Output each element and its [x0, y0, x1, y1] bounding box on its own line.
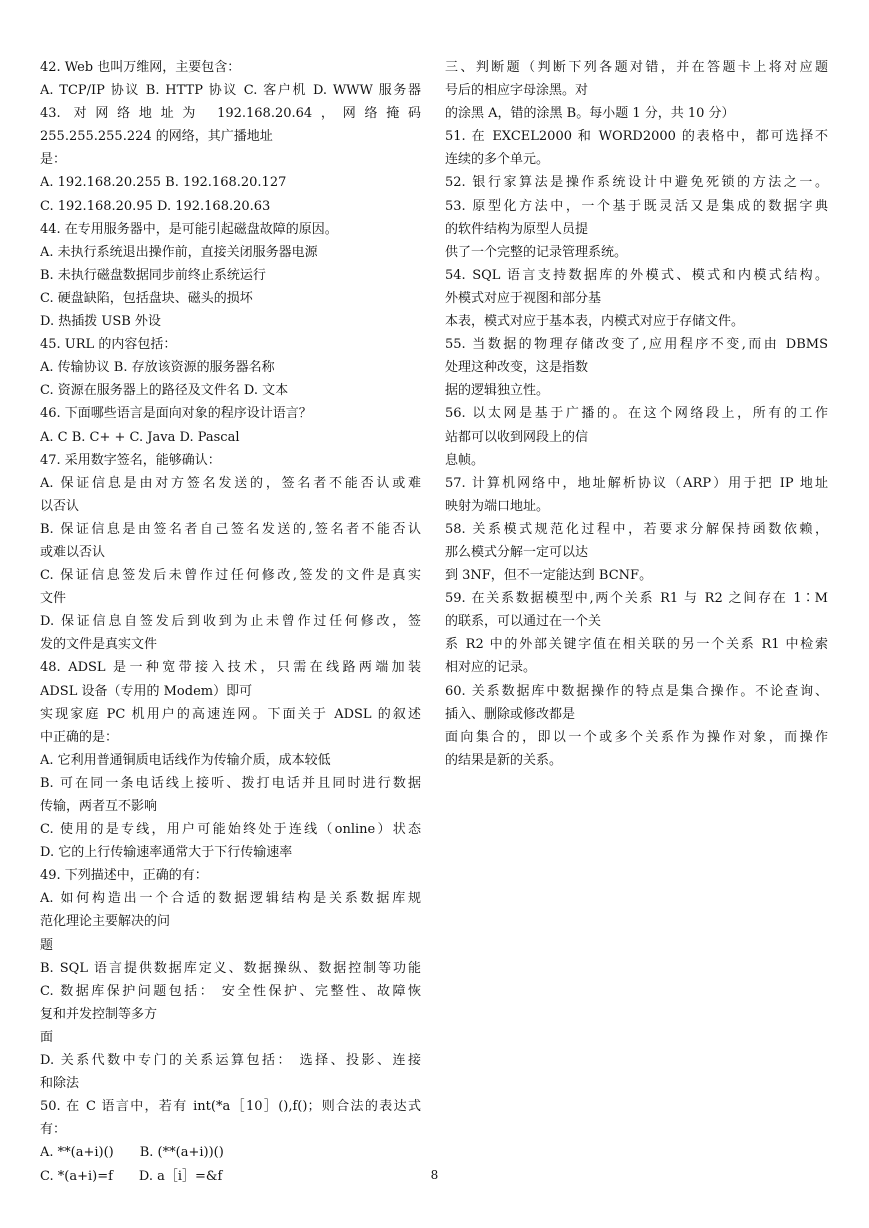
text-line: 传输，两者互不影响 — [40, 799, 158, 814]
text-line: B. SQL 语言提供数据库定义、数据操纵、数据控制等功能 — [40, 960, 421, 976]
text-line: C. 192.168.20.95 D. 192.168.20.63 — [40, 198, 271, 214]
text-line: D. 保证信息自签发后到收到为止未曾作过任何修改，签 — [40, 614, 421, 630]
text-line: A. **(a+i)() B. (**(a+i))() — [40, 1145, 224, 1161]
text-line: 255.255.255.224 的网络，其广播地址 — [40, 129, 273, 145]
text-line: C. *(a+i)=f D. a［i］=&f — [40, 1168, 223, 1184]
text-line: 的结果是新的关系。 — [445, 752, 563, 768]
text-line: 面向集合的，即以一个或多个关系作为操作对象，而操作 — [445, 729, 828, 745]
text-line: 46. 下面哪些语言是面向对象的程序设计语言？ — [40, 406, 312, 422]
text-line: 处理这种改变，这是指数 — [445, 360, 589, 376]
text-line: 系 R2 中的外部关键字值在相关联的另一个关系 R1 中检索 — [445, 637, 828, 653]
text-line: 58. 关系模式规范化过程中，若要求分解保持函数依赖， — [445, 521, 828, 537]
text-line: 47. 采用数字签名，能够确认： — [40, 452, 221, 468]
text-line: 59. 在关系数据模型中,两个关系 R1 与 R2 之间存在 1∶M — [445, 591, 828, 607]
text-line: C. 保证信息签发后未曾作过任何修改,签发的文件是真实 — [40, 568, 421, 584]
text-line: 映射为端口地址。 — [445, 498, 550, 514]
right-column — [445, 56, 828, 772]
page-number: 8 — [430, 1168, 439, 1182]
text-line: 相对应的记录。 — [445, 660, 537, 676]
text-line: A. 传输协议 B. 存放该资源的服务器名称 — [40, 360, 275, 376]
text-line: 52. 银行家算法是操作系统设计中避免死锁的方法之一。 — [445, 175, 828, 191]
left-column — [40, 56, 421, 1188]
text-line: A. C B. C+ + C. Java D. Pascal — [40, 429, 240, 445]
text-line: 48. ADSL 是一种宽带接入技术，只需在线路两端加装 — [40, 660, 421, 676]
text-line: 发的文件是真实文件 — [40, 637, 158, 653]
text-line: D. 热插拨 USB 外设 — [40, 314, 161, 330]
text-line: C. 资源在服务器上的路径及文件名 D. 文本 — [40, 383, 289, 399]
text-line: B. 未执行磁盘数据同步前终止系统运行 — [40, 267, 266, 283]
text-line: 57. 计算机网络中，地址解析协议（ARP）用于把 IP 地址 — [445, 475, 828, 491]
text-line: 50. 在 C 语言中，若有 int(*a［10］(),f()；则合法的表达式 — [40, 1099, 421, 1115]
text-line: A. 如何构造出一个合适的数据逻辑结构是关系数据库规 — [40, 891, 421, 907]
text-line: 44. 在专用服务器中，是可能引起磁盘故障的原因。 — [40, 221, 338, 237]
text-line: 供了一个完整的记录管理系统。 — [445, 244, 628, 260]
text-line: D. 它的上行传输速率通常大于下行传输速率 — [40, 845, 293, 861]
text-line: 三、判断题（判断下列各题对错，并在答题卡上将对应题 — [445, 60, 828, 75]
text-line: 复和并发控制等多方 — [40, 1006, 158, 1022]
text-line: A. 保证信息是由对方签名发送的，签名者不能否认或难 — [40, 475, 421, 491]
text-line: A. 它利用普通铜质电话线作为传输介质，成本较低 — [40, 752, 331, 768]
text-line: 插入、删除或修改都是 — [445, 706, 576, 722]
text-line: 范化理论主要解决的问 — [40, 914, 171, 930]
text-line: B. 保证信息是由签名者自己签名发送的,签名者不能否认 — [40, 521, 421, 537]
text-line: A. 未执行系统退出操作前，直接关闭服务器电源 — [40, 244, 318, 260]
text-line: C. 使用的是专线，用户可能始终处于连线（online）状态 — [40, 822, 421, 838]
text-line: 43. 对网络地址为 192.168.20.64，网络掩码 — [40, 106, 421, 122]
text-line: C. 数据库保护问题包括： 安全性保护、完整性、故障恢 — [40, 983, 421, 999]
text-line: D. 关系代数中专门的关系运算包括： 选择、投影、连接 — [40, 1053, 421, 1069]
text-line: 站都可以收到网段上的信 — [445, 429, 589, 445]
text-line: 文件 — [40, 591, 67, 607]
text-line: A. TCP/IP 协议 B. HTTP 协议 C. 客户机 D. WWW 服务器 — [40, 83, 421, 99]
text-line: B. 可在同一条电话线上接听、拨打电话并且同时进行数据 — [40, 775, 421, 791]
text-line: C. 硬盘缺陷，包括盘块、磁头的损坏 — [40, 290, 253, 306]
text-line: 49. 下列描述中，正确的有： — [40, 868, 208, 884]
text-line: 的软件结构为原型人员提 — [445, 221, 589, 237]
text-line: 到 3NF，但不一定能达到 BCNF。 — [445, 568, 653, 584]
text-line: 外模式对应于视图和部分基 — [445, 290, 602, 306]
text-line: 是： — [40, 152, 67, 168]
text-line: 息帧。 — [445, 452, 485, 468]
text-line: 实现家庭 PC 机用户的高速连网。下面关于 ADSL 的叙述 — [40, 706, 421, 722]
text-line: 有： — [40, 1122, 67, 1138]
text-line: 和除法 — [40, 1076, 80, 1092]
text-line: 的涂黑 A，错的涂黑 B。每小题 1 分，共 10 分） — [445, 106, 735, 122]
text-line: 56. 以太网是基于广播的。在这个网络段上，所有的工作 — [445, 406, 828, 422]
text-line: 据的逻辑独立性。 — [445, 383, 550, 399]
text-line: 60. 关系数据库中数据操作的特点是集合操作。不论查询、 — [445, 683, 828, 699]
text-line: 的联系，可以通过在一个关 — [445, 614, 602, 630]
text-line: 本表，模式对应于基本表，内模式对应于存储文件。 — [445, 314, 745, 330]
text-line: 53. 原型化方法中，一个基于既灵活又是集成的数据字典 — [445, 198, 828, 214]
text-line: ADSL 设备（专用的 Modem）即可 — [40, 683, 253, 699]
text-line: 号后的相应字母涂黑。对 — [445, 83, 589, 99]
text-line: 连续的多个单元。 — [445, 152, 550, 168]
text-line: 或难以否认 — [40, 544, 106, 560]
text-line: 那么模式分解一定可以达 — [445, 544, 589, 560]
text-line: 42. Web 也叫万维网，主要包含： — [40, 60, 241, 75]
text-line: 题 — [40, 937, 54, 953]
text-line: A. 192.168.20.255 B. 192.168.20.127 — [40, 175, 287, 191]
text-line: 54. SQL 语言支持数据库的外模式、模式和内模式结构。 — [445, 267, 828, 283]
text-line: 以否认 — [40, 498, 80, 514]
text-line: 中正确的是： — [40, 729, 119, 745]
text-line: 55. 当数据的物理存储改变了,应用程序不变,而由 DBMS — [445, 337, 828, 353]
text-line: 45. URL 的内容包括： — [40, 337, 177, 353]
text-line: 51. 在 EXCEL2000 和 WORD2000 的表格中，都可选择不 — [445, 129, 828, 145]
text-line: 面 — [40, 1029, 54, 1045]
